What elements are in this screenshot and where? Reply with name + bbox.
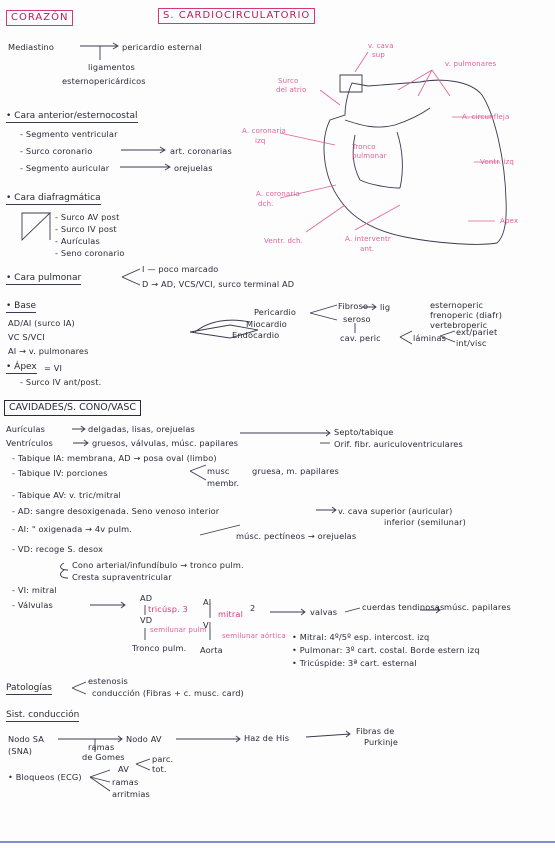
triangle-sketch [22, 213, 50, 240]
text-orif: Orif. fibr. auriculoventriculares [334, 439, 463, 449]
text-vertebroperic: vertebroperic [430, 320, 488, 330]
heading-sist-conduccion: Sist. conducción [6, 710, 80, 720]
arrow [72, 426, 85, 432]
text-ramas2: ramas [112, 777, 139, 787]
text-inferior: inferior (semilunar) [384, 517, 466, 527]
text-ai2: AI [203, 597, 212, 607]
arrow [316, 507, 336, 513]
heading-base-text: Base [14, 301, 37, 311]
heading-cara-anterior-text: Cara anterior/esternocostal [14, 111, 138, 121]
heading-cavidades: CAVIDADES/S. CONO/VASC [4, 400, 141, 416]
text-sna: (SNA) [8, 746, 33, 756]
text-fibroso: Fibroso [338, 301, 369, 311]
text-estenosis: estenosis [88, 676, 128, 686]
text-aorta: Aorta [200, 645, 223, 655]
label-pulmonar: pulmonar [352, 152, 387, 160]
text-semilunar-aortica: semilunar aórtica [222, 632, 286, 640]
vena-cava [340, 75, 362, 92]
text-vi2: VI [203, 620, 212, 630]
text-vd: - VD: recoge S. desox [12, 544, 104, 554]
text-esternoperic: esternoperic [430, 300, 484, 310]
text-tabique-av: - Tabique AV: v. tric/mitral [12, 490, 121, 500]
sulcus-line [345, 108, 430, 127]
brace [90, 770, 110, 791]
text-vi: - VI: mitral [12, 585, 57, 595]
text-gruesa: gruesa, m. papilares [252, 466, 339, 476]
text-tabique-iv: - Tabique IV: porciones [12, 468, 108, 478]
text-ad2: AD [140, 593, 153, 603]
heading-base: • Base [6, 301, 37, 311]
text-semilunar-pulm: semilunar pulm [150, 626, 207, 634]
item-segmento-ventricular: - Segmento ventricular [20, 129, 118, 139]
item-segmento-auricular: - Segmento auricular [20, 163, 110, 173]
label-dch: dch. [258, 200, 274, 208]
text-cara-pulmonar-detail: D → AD, VCS/VCI, surco terminal AD [142, 279, 295, 289]
text-haz-his: Haz de His [244, 733, 290, 743]
heading-cara-diafragmatica-text: Cara diafragmática [14, 193, 101, 203]
pointer-line [320, 90, 340, 105]
label-a-coronaria-dch: A. coronaria [256, 190, 300, 198]
brace [122, 269, 140, 285]
pointer-line [355, 52, 368, 72]
text-musc-pect: músc. pectíneos → orejuelas [236, 531, 357, 541]
text-cav-peric: cav. peric [340, 333, 381, 343]
label-a-coronaria-izq: A. coronaria [242, 127, 286, 135]
text-tabique-ia: - Tabique IA: membrana, AD → posa oval (limbo) [12, 453, 217, 463]
heading-cara-diafragmatica: • Cara diafragmática [6, 193, 101, 203]
text-auriculas: Aurículas [6, 424, 46, 434]
brace [400, 331, 412, 344]
text-apex-eq: = VI [44, 363, 63, 373]
text-endocardio: Endocardio [232, 330, 280, 340]
text-musc: musc [207, 466, 230, 476]
heading-patologias: Patologías [6, 683, 52, 693]
arrow [80, 43, 118, 49]
brace [310, 305, 337, 320]
heading-cara-pulmonar: • Cara pulmonar [6, 273, 82, 283]
text-ventriculos-desc: gruesos, válvulas, músc. papilares [92, 438, 239, 448]
pointer-line [280, 133, 335, 145]
text-int-visc: int/visc [456, 338, 487, 348]
text-bloqueos: • Bloqueos (ECG) [8, 772, 82, 782]
text-conduccion: conducción (Fibras + c. musc. card) [92, 688, 244, 698]
text-tricusp: tricúsp. 3 [148, 604, 188, 614]
text-fibras: Fibras de [356, 726, 395, 736]
text-cono: Cono arterial/infundíbulo → tronco pulm. [72, 560, 244, 570]
arrow [90, 602, 125, 608]
trunk-line-2 [397, 132, 402, 188]
text-tronco-pulm: Tronco pulm. [132, 643, 187, 653]
item-surco-iv-post: - Surco IV post [55, 224, 117, 234]
heading-apex: • Ápex [6, 362, 37, 372]
text-miocardio: Miocardio [246, 319, 287, 329]
pointer-line [355, 205, 400, 230]
arrow [176, 736, 240, 742]
label-del-atrio: del atrio [276, 86, 307, 94]
text-frenoperic: frenoperic (diafr) [430, 310, 503, 320]
arrow [240, 430, 330, 436]
item-auriculas: - Aurículas [55, 236, 100, 246]
header-corazon: CORAZÓN [6, 10, 73, 26]
text-ventriculos: Ventrículos [6, 438, 53, 448]
text-apex-surco: - Surco IV ant/post. [20, 377, 102, 387]
arrow [345, 608, 360, 612]
label-apex: Ápex [500, 217, 519, 225]
text-esternopericardicos: esternopericárdicos [62, 76, 146, 86]
text-ramas: ramas [88, 742, 115, 752]
heading-cara-anterior: • Cara anterior/esternocostal [6, 111, 138, 121]
arrow [121, 147, 165, 153]
brace [190, 465, 206, 480]
heading-apex-text: Ápex [14, 362, 37, 372]
text-ext-pariet: ext/pariet [456, 327, 498, 337]
text-poco-marcado: I — poco marcado [142, 264, 219, 274]
text-septo: Septo/tabique [334, 427, 394, 437]
label-surco: Surco [278, 77, 299, 85]
text-de-gomes: de Gomes [82, 752, 125, 762]
text-foco-tricuspide: • Tricúspide: 3ª cart. esternal [292, 658, 417, 668]
text-membr: membr. [207, 478, 240, 488]
text-foco-mitral: • Mitral: 4º/5º esp. intercost. izq [292, 632, 430, 642]
text-lig: lig [380, 302, 391, 312]
text-foco-pulmonar: • Pulmonar: 3º cart. costal. Borde estern izq [292, 645, 480, 655]
text-purkinje: Purkinje [364, 737, 399, 747]
text-pericardio: Pericardio [254, 307, 297, 317]
text-art-coronarias: art. coronarias [170, 146, 232, 156]
arrow [306, 731, 350, 737]
text-laminas: láminas [413, 333, 447, 343]
arrow [120, 164, 170, 170]
text-auriculas-desc: delgadas, lisas, orejuelas [88, 424, 195, 434]
text-ai: - AI: " oxigenada → 4v pulm. [12, 524, 132, 534]
text-av: AV [118, 764, 129, 774]
text-tot: tot. [152, 764, 167, 774]
hook-arrow [61, 570, 68, 578]
text-pericardio: pericardio esternal [122, 42, 202, 52]
heading-cara-pulmonar-text: Cara pulmonar [14, 273, 82, 283]
arrow [270, 609, 305, 615]
label-izq: izq [255, 137, 266, 145]
label-v-pulmonares: v. pulmonares [445, 60, 497, 68]
text-vcava-sup: v. cava superior (auricular) [338, 506, 453, 516]
text-seroso: seroso [343, 314, 371, 324]
label-tronco: Tronco [352, 143, 376, 151]
text-orejuelas: orejuelas [174, 163, 213, 173]
text-arritmias: arritmias [112, 789, 150, 799]
arrow [73, 440, 88, 446]
text-valvulas: - Válvulas [12, 600, 53, 610]
text-poco-marcado-value: poco marcado [158, 264, 219, 274]
label-sup: sup [372, 51, 385, 59]
text-valvas: valvas [310, 607, 338, 617]
text-cresta: Cresta supraventricular [72, 572, 172, 582]
pointer-line [306, 205, 345, 232]
item-seno-coronario: - Seno coronario [55, 248, 125, 258]
header-cardiocirculatorio: S. CARDIOCIRCULATORIO [158, 8, 315, 24]
label-ant: ant. [360, 245, 375, 253]
item-surco-av-post: - Surco AV post [55, 212, 120, 222]
label-ventr-izq: Ventr. izq [480, 158, 514, 166]
brace [136, 759, 150, 770]
text-dos: 2 [250, 603, 256, 613]
label-vcava: v. cava [368, 42, 394, 50]
text-nodo-av: Nodo AV [126, 734, 162, 744]
item-surco-coronario: - Surco coronario [20, 146, 93, 156]
text-mitral: mitral [218, 609, 244, 619]
stroke [200, 525, 240, 535]
text-mediastino: Mediastino [8, 42, 55, 52]
label-ventr-dch: Ventr. dch. [264, 237, 304, 245]
label-a-circunfleja: A. circunfleja [462, 113, 510, 121]
text-base-ad-ai: AD/AI (surco IA) [8, 318, 75, 328]
text-parc: parc. [152, 754, 174, 764]
trunk-base [360, 180, 400, 188]
text-musc-pap: músc. papilares [444, 602, 511, 612]
text-ad: - AD: sangre desoxigenada. Seno venoso interior [12, 506, 220, 516]
text-vd2: VD [140, 615, 153, 625]
brace [72, 682, 86, 694]
label-a-interventr: A. interventr [345, 235, 391, 243]
hook-arrow [61, 563, 68, 570]
text-ligamentos: ligamentos [88, 62, 135, 72]
text-cuerdas: cuerdas tendinosas [362, 602, 445, 612]
text-base-ai: AI → v. pulmonares [8, 346, 89, 356]
text-base-vcs: VC S/VCI [8, 332, 45, 342]
text-nodo-sa: Nodo SA [8, 734, 44, 744]
